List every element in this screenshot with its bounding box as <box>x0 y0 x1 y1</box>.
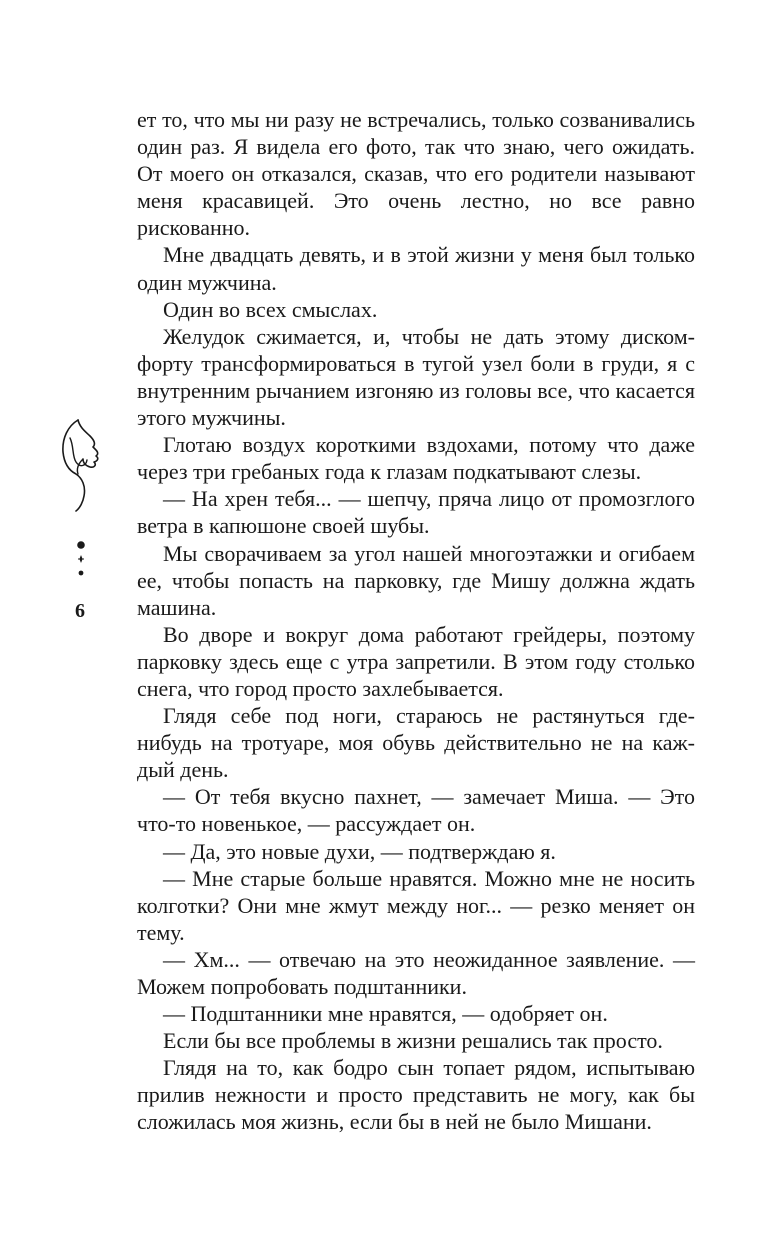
paragraph: Один во всех смыслах. <box>163 296 378 322</box>
paragraph: Если бы все проблемы в жизни решались так просто. <box>163 1028 663 1054</box>
body-text <box>137 106 695 1136</box>
paragraph: — Да, это новые духи, — подтверждаю я. <box>163 838 556 864</box>
dots-ornament-icon <box>73 540 89 580</box>
paragraph: — Подштанники мне нравятся, — одобряет он. <box>163 1001 608 1027</box>
paragraph: — От тебя вкусно пахнет, — замечает Миша. — Это что-то новенькое, — рассуждает он. <box>137 784 695 837</box>
paragraph: Мы сворачиваем за угол нашей многоэтажки и огибаем ее, чтобы попасть на парковку, где Мишу должна ждать машина. <box>137 540 695 620</box>
paragraph: — Хм... — отвечаю на это неожиданное заявление. — Можем попробовать подштанники. <box>137 946 695 999</box>
paragraph: Глядя себе под ноги, стараюсь не растянуться где-нибудь на тротуаре, моя обувь действительно не на каждый день. <box>137 703 695 783</box>
paragraph: — На хрен тебя... — шепчу, пряча лицо от промозглого ветра в капюшоне своей шубы. <box>137 486 695 539</box>
paragraph: Глядя на то, как бодро сын топает рядом, испытываю прилив нежности и просто представить не могу, как бы сложилась моя жизнь, если бы в ней не было Мишани. <box>137 1055 695 1135</box>
page-number: 6 <box>75 600 85 622</box>
paragraph: Желудок сжимается, и, чтобы не дать этому дискомфорту трансформироваться в тугой узел боли в груди, я с внутренним рычанием изгоняю из головы все, что касается этого мужчины. <box>137 323 695 431</box>
paragraph: Мне двадцать девять, и в этой жизни у меня был только один мужчина. <box>137 242 695 295</box>
face-profile-icon <box>56 416 106 512</box>
paragraph: Во дворе и вокруг дома работают грейдеры, поэтому парковку здесь еще с утра запретили. В этом году столько снега, что город просто захлебывается. <box>137 621 695 701</box>
paragraph: Глотаю воздух короткими вздохами, потому что даже через три гребаных года к глазам подкатывают слезы. <box>137 432 695 485</box>
paragraph: ет то, что мы ни разу не встречались, только созванивались один раз. Я видела его фото, так что знаю, чего ожидать. От моего он отказался, сказав, что его родители называют меня красавицей. Это очень лестно, но все равно рискованно. <box>137 107 695 241</box>
paragraph: — Мне старые больше нравятся. Можно мне не носить колготки? Они мне жмут между ног... — резко меняет он тему. <box>137 865 695 945</box>
